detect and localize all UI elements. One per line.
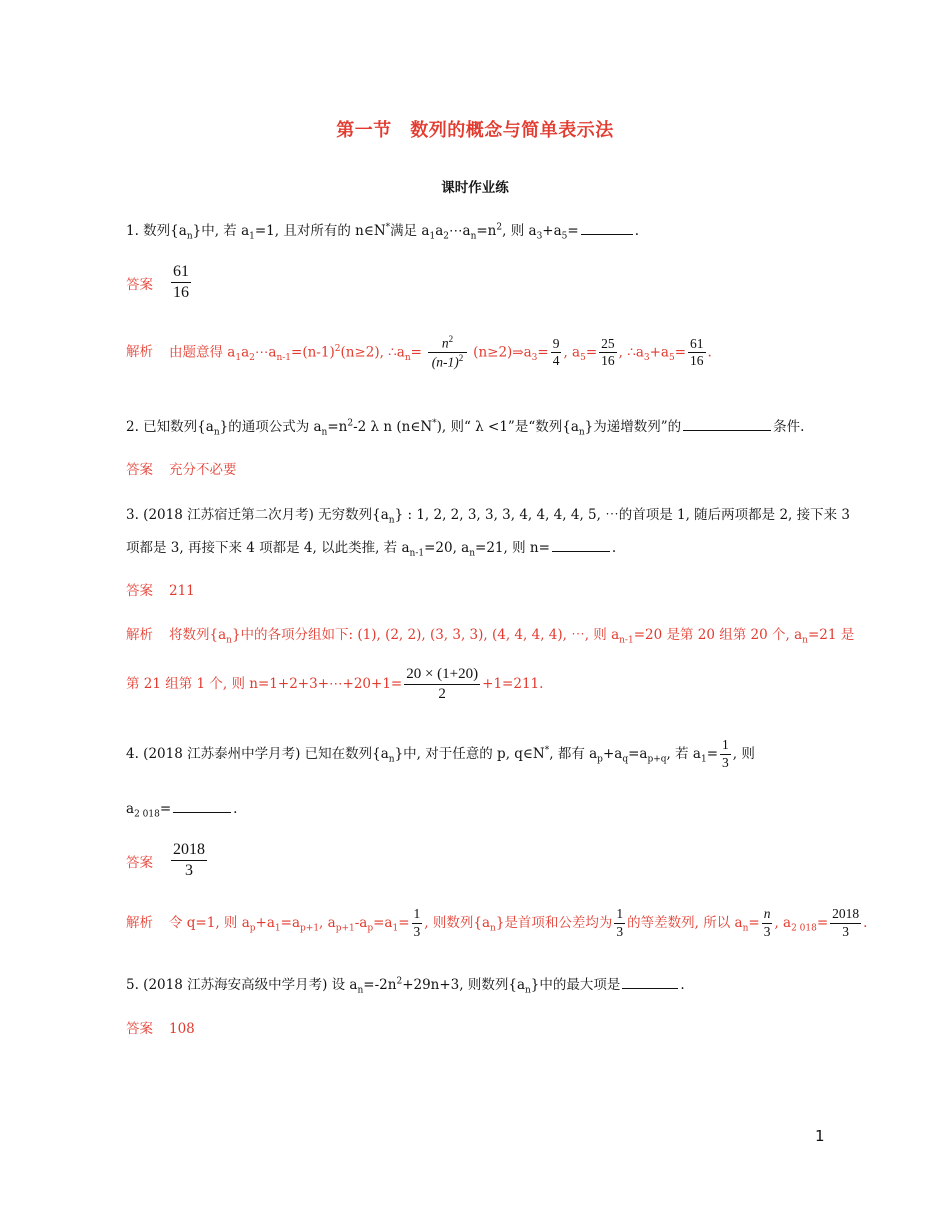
question-2: 2. 已知数列$\{a_n\}$的通项公式为 $a_n=n^2-2$ λ n (n∈N*), 则“ λ <1”是“数列$\{a_n\}$为递增数列”的 条件. bbox=[126, 418, 805, 438]
question-1: 1. 数列$\{a_n\}$中, 若 $a_1=1$, 且对所有的 n∈N*满足 $a_1a_2\cdots a_n=n^2$, 则 $a_3+a_5=$ . bbox=[126, 222, 640, 242]
q3-analysis-line-1: 解析 将数列$\{a_n\}$中的各项分组如下: (1), (2, 2), (3, 3, 3), (4, 4, 4, 4), ⋯, 则 $a_{n-1}=20$ 是第 20 组第 20 个, $a_n=21$ 是 bbox=[126, 627, 855, 646]
q2-answer: 答案 充分不必要 bbox=[126, 462, 237, 478]
answer-blank bbox=[552, 550, 610, 552]
q3-analysis-line-2: 第 21 组第 1 个, 则 n=1+2+3+⋯+20+1= $\frac{20 \times (1+20)}{2}$ +1=211. bbox=[126, 666, 544, 702]
analysis-label: 解析 bbox=[126, 914, 153, 931]
q4-answer bbox=[126, 840, 209, 881]
q4-answer-fraction: $\frac{2018}{3}$ bbox=[173, 841, 205, 879]
answer-label: 答案 bbox=[126, 1021, 153, 1037]
q1-answer bbox=[126, 262, 193, 303]
fraction: $\frac{1}{3}$ bbox=[413, 906, 421, 939]
question-4-line-2: $a_{2 018}=$ . bbox=[126, 801, 238, 820]
fraction: $\frac{1}{3}$ bbox=[722, 737, 729, 770]
fraction: $\frac{9}{4}$ bbox=[552, 335, 560, 369]
q3-answer: 答案 211 bbox=[126, 583, 195, 599]
section-subtitle: 课时作业练 bbox=[441, 180, 509, 196]
answer-blank bbox=[683, 429, 771, 431]
page-number: 1 bbox=[815, 1127, 825, 1145]
fraction: $\frac{2018}{3}$ bbox=[832, 906, 860, 939]
answer-blank bbox=[581, 233, 633, 235]
fraction: $\frac{n}{3}$ bbox=[763, 906, 771, 939]
fraction: $\frac{n^2}{(n-1)^2}$ bbox=[428, 334, 467, 372]
section-title: 第一节 数列的概念与简单表示法 bbox=[336, 120, 614, 141]
q4-analysis: 解析 令 q=1, 则 $a_p+a_1=a_{p+1}$, $a_{p+1}-a_p=a_1=$ $\frac{1}{3}$ , 则数列$\{a_n\}$是首项和公差均为 $\frac{1}{3}$ 的等差数列, 所以 $a_n=$ $\frac{n}{3}$ , $a_{2 018}=$ $\frac{2018}{3}$ . bbox=[126, 906, 868, 939]
q5-answer: 答案 108 bbox=[126, 1021, 195, 1037]
question-5: 5. (2018 江苏海安高级中学月考) 设 $a_n=-2n^2+29n+3$, 则数列$\{a_n\}$中的最大项是 . bbox=[126, 976, 685, 996]
answer-blank bbox=[622, 987, 678, 989]
answer-label: 答案 bbox=[126, 276, 153, 293]
fraction: $\frac{1}{3}$ bbox=[616, 906, 624, 939]
answer-label: 答案 bbox=[126, 583, 153, 599]
answer-blank bbox=[173, 811, 231, 813]
question-3-line-2: 项都是 3, 再接下来 4 项都是 4, 以此类推, 若 $a_{n-1}=20$, $a_n=21$, 则 n= . bbox=[126, 540, 617, 559]
analysis-label: 解析 bbox=[126, 344, 153, 361]
fraction: $\frac{25}{16}$ bbox=[601, 335, 615, 369]
fraction: $\frac{20 \times (1+20)}{2}$ bbox=[406, 666, 479, 702]
answer-label: 答案 bbox=[126, 854, 153, 871]
fraction: $\frac{61}{16}$ bbox=[690, 335, 704, 369]
q1-analysis: 解析 由题意得 $a_1a_2\cdots a_{n-1}=(n-1)^2(n\ge 2)$, $\therefore a_n=$ $\frac{n^2}{(n-1)^2}$ $(n\ge 2)\Rightarrow a_3=$ $\frac{9}{4}$ , $a_5=$ $\frac{25}{16}$ , $\therefore a_3+a_5=$ $\frac{61}{16}$ . bbox=[126, 334, 712, 370]
analysis-label: 解析 bbox=[126, 627, 153, 643]
question-4-line-1: 4. (2018 江苏泰州中学月考) 已知在数列$\{a_n\}$中, 对于任意的 p, q∈N*, 都有 $a_p+a_q=a_{p+q}$, 若 $a_1=$ $\frac{1}{3}$ , 则 bbox=[126, 737, 755, 770]
answer-label: 答案 bbox=[126, 462, 153, 478]
question-3-line-1: 3. (2018 江苏宿迁第二次月考) 无穷数列$\{a_n\}$ : 1, 2, 2, 3, 3, 3, 4, 4, 4, 4, 5, ⋯的首项是 1, 随后两项都是 2, 接下来 3 bbox=[126, 507, 851, 526]
q1-answer-fraction: $\frac{61}{16}$ bbox=[173, 263, 189, 301]
